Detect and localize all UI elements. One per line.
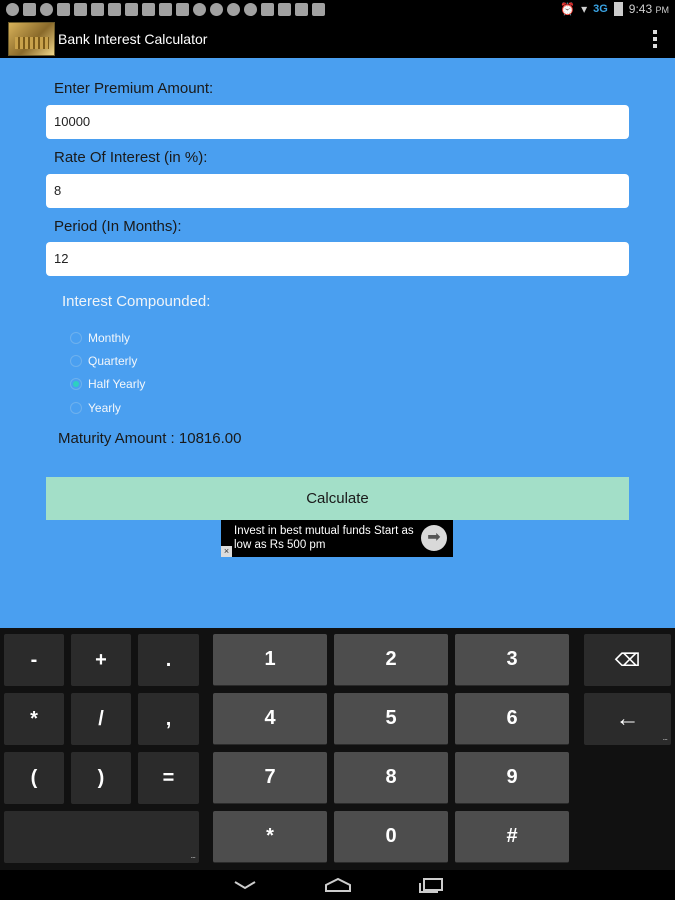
recent-apps-icon[interactable] (411, 872, 451, 898)
enter-icon: ← (615, 705, 640, 732)
notification-icon (91, 3, 104, 16)
radio-label: Yearly (88, 401, 121, 415)
back-icon[interactable] (225, 872, 265, 898)
notification-icon (176, 3, 189, 16)
radio-monthly[interactable] (70, 331, 130, 345)
numeric-keyboard (0, 628, 675, 870)
network-type: 3G (593, 3, 608, 15)
key-hash[interactable]: # (455, 811, 569, 863)
home-icon[interactable] (318, 872, 358, 898)
notification-icon (278, 3, 291, 16)
period-input[interactable]: 12 (46, 242, 629, 276)
key-3[interactable]: 3 (455, 634, 569, 686)
rate-label: Rate Of Interest (in %): (54, 149, 208, 166)
whatsapp-icon (40, 3, 53, 16)
compound-label: Interest Compounded: (62, 293, 211, 310)
radio-label: Quarterly (88, 354, 138, 368)
maturity-result: Maturity Amount : 10816.00 (58, 430, 242, 447)
key-star[interactable]: * (213, 811, 327, 863)
key-1[interactable]: 1 (213, 634, 327, 686)
radio-button[interactable] (70, 355, 82, 367)
app-title: Bank Interest Calculator (58, 31, 208, 47)
radio-label: Half Yearly (88, 377, 146, 391)
notification-icon (74, 3, 87, 16)
radio-yearly[interactable] (70, 401, 121, 415)
notification-icon (6, 3, 19, 16)
key-6[interactable]: 6 (455, 693, 569, 745)
notification-icon (295, 3, 308, 16)
key-equals[interactable]: = (138, 752, 199, 804)
key-8[interactable]: 8 (334, 752, 448, 804)
key-7[interactable]: 7 (213, 752, 327, 804)
flame-icon (227, 3, 240, 16)
status-bar (0, 0, 675, 20)
radio-half-yearly[interactable] (70, 377, 145, 391)
ad-text[interactable]: Invest in best mutual funds Start as low as Rs 500 pm (234, 525, 414, 551)
arrow-right-icon[interactable]: ➡ (421, 525, 447, 551)
wifi-icon: ▾ (581, 2, 588, 16)
key-close-paren[interactable]: ) (71, 752, 131, 804)
clock-time: 9:43 (628, 2, 653, 16)
notification-icon (312, 3, 325, 16)
radio-button-selected[interactable] (70, 378, 82, 390)
premium-label: Enter Premium Amount: (54, 80, 214, 97)
key-comma[interactable]: , (138, 693, 199, 745)
key-period[interactable]: . (138, 634, 199, 686)
key-0[interactable]: 0 (334, 811, 448, 863)
notification-icon (142, 3, 155, 16)
notification-icon (23, 3, 36, 16)
battery-icon (614, 2, 623, 16)
app-icon[interactable] (8, 22, 55, 56)
key-asterisk[interactable]: * (4, 693, 64, 745)
key-4[interactable]: 4 (213, 693, 327, 745)
navigation-bar (0, 870, 675, 900)
key-9[interactable]: 9 (455, 752, 569, 804)
premium-input[interactable]: 10000 (46, 105, 629, 139)
clock-ampm: PM (655, 5, 669, 15)
notification-icon (125, 3, 138, 16)
period-label: Period (In Months): (54, 218, 182, 235)
space-key[interactable]: ... (4, 811, 199, 863)
flame-icon (193, 3, 206, 16)
backspace-key[interactable] (584, 634, 671, 686)
key-5[interactable]: 5 (334, 693, 448, 745)
key-2[interactable]: 2 (334, 634, 448, 686)
clock (629, 2, 669, 16)
notification-icon (57, 3, 70, 16)
radio-label: Monthly (88, 331, 131, 345)
radio-button[interactable] (70, 402, 82, 414)
rate-input[interactable]: 8 (46, 174, 629, 208)
key-minus[interactable]: - (4, 634, 64, 686)
notification-icons (6, 3, 325, 16)
notification-icon (108, 3, 121, 16)
flame-icon (210, 3, 223, 16)
ad-banner[interactable] (221, 520, 453, 557)
notification-icon (261, 3, 274, 16)
key-slash[interactable]: / (71, 693, 131, 745)
backspace-icon: ⌫ (614, 649, 641, 670)
radio-button[interactable] (70, 332, 82, 344)
status-right (560, 2, 669, 16)
calculate-button[interactable]: Calculate (46, 477, 629, 520)
alarm-icon: ⏰ (560, 2, 576, 16)
notification-icon (159, 3, 172, 16)
key-open-paren[interactable]: ( (4, 752, 64, 804)
flame-icon (244, 3, 257, 16)
close-icon[interactable]: × (221, 546, 232, 557)
enter-key[interactable]: ← ... (584, 693, 671, 745)
radio-quarterly[interactable] (70, 354, 137, 368)
action-bar (0, 20, 675, 58)
overflow-menu-icon[interactable] (653, 30, 657, 48)
key-plus[interactable]: + (71, 634, 131, 686)
main-content (0, 58, 675, 628)
